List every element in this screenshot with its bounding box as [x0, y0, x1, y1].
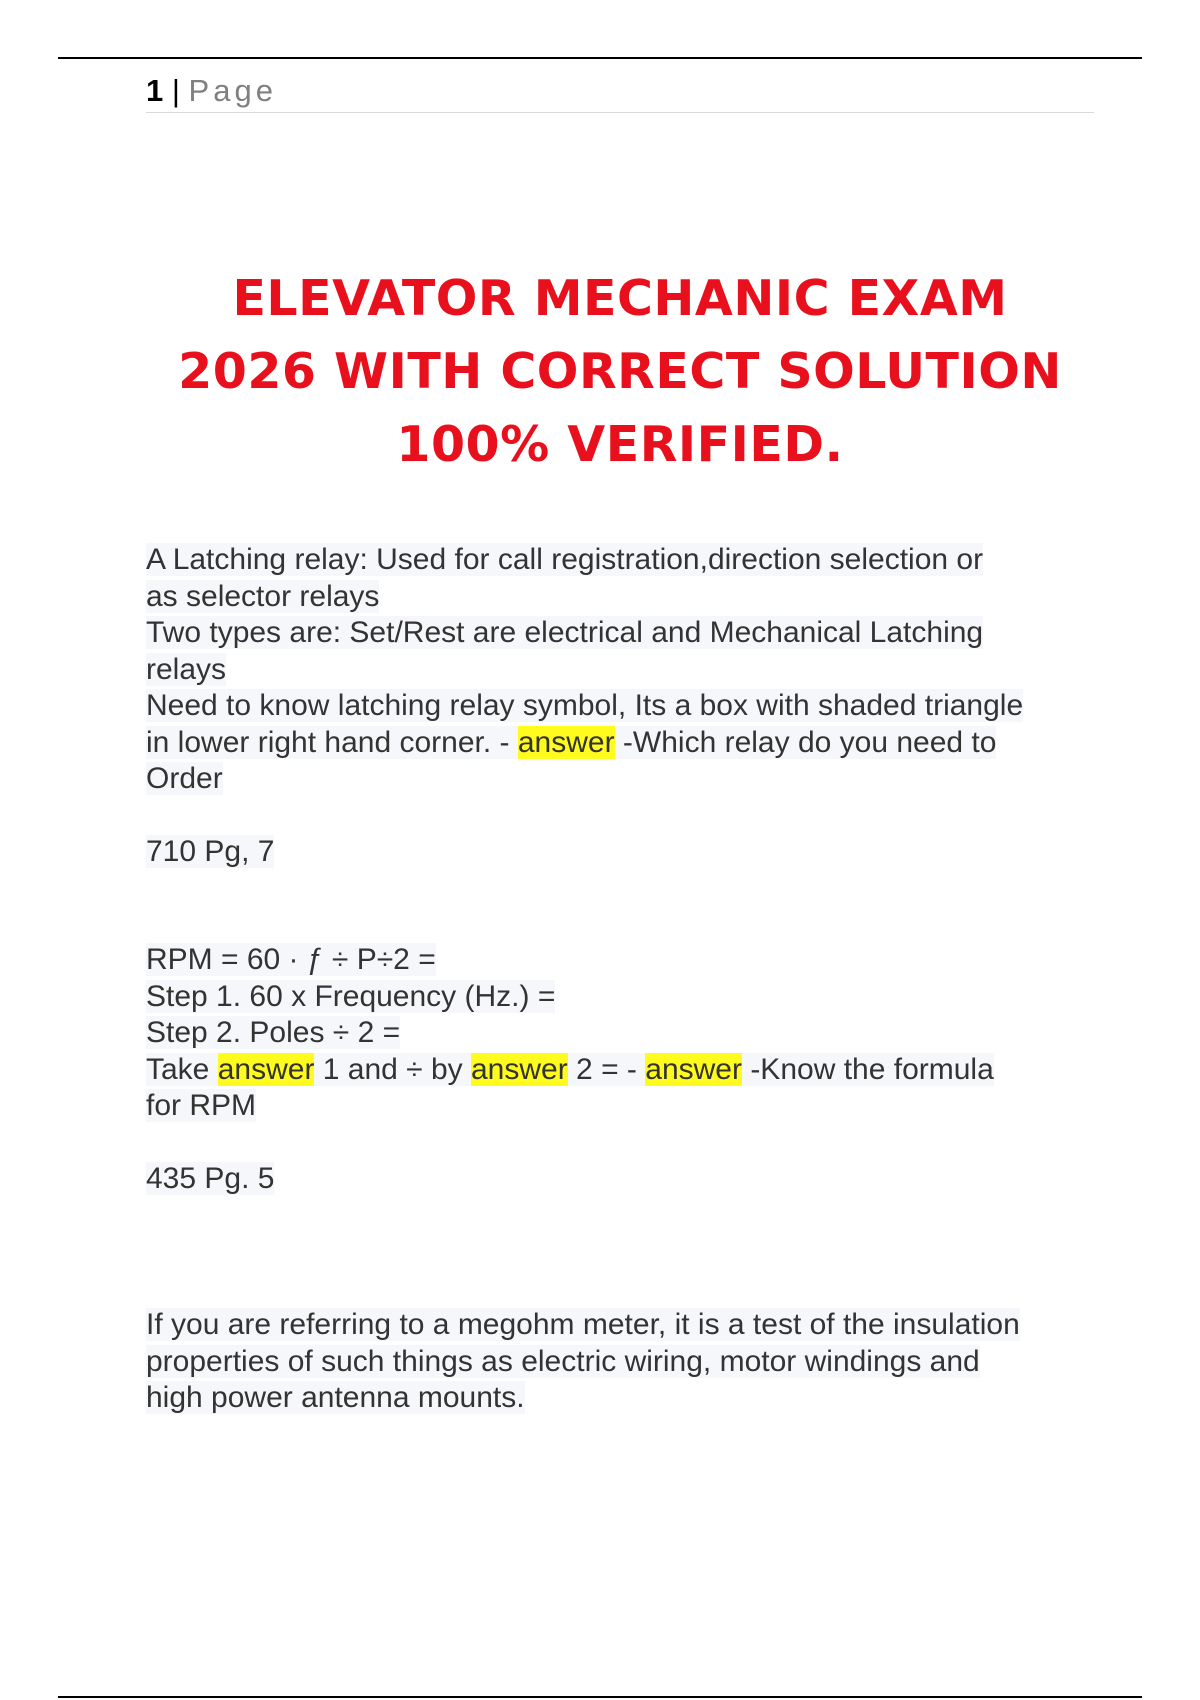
question-2-formula: RPM = 60 · ƒ ÷ P÷2 = [146, 943, 436, 976]
question-1-text: Two types are: Set/Rest are electrical and Mechanical Latching [146, 616, 984, 649]
question-3-text: high power antenna mounts. [146, 1381, 525, 1414]
question-1-text: A Latching relay: Used for call registration,direction selection or [146, 543, 984, 576]
question-1-prompt: -Which relay do you need to [614, 725, 997, 759]
question-2-reference: 435 Pg. 5 [146, 1161, 275, 1195]
question-2-text: 1 and ÷ by [314, 1052, 471, 1086]
title-line-2: 2026 WITH CORRECT SOLUTION [178, 343, 1062, 400]
answer-highlight: answer [645, 1052, 742, 1086]
bottom-rule [58, 1696, 1142, 1698]
question-1-text: relays [146, 652, 227, 686]
answer-highlight: answer [471, 1052, 568, 1086]
question-2-text: Take [146, 1052, 218, 1086]
title-line-3: 100% VERIFIED. [396, 416, 844, 473]
question-2-step-2: Step 2. Poles ÷ 2 = [146, 1016, 401, 1049]
answer-highlight: answer [517, 725, 615, 759]
question-1-text: Need to know latching relay symbol, Its a box with shaded triangle [146, 689, 1024, 722]
page-separator: | [163, 73, 189, 108]
title-line-1: ELEVATOR MECHANIC EXAM [232, 270, 1008, 327]
question-3-text: If you are referring to a megohm meter, it is a test of the insulation [146, 1308, 1020, 1341]
question-1-text: as selector relays [146, 579, 380, 613]
page-header [146, 70, 1094, 113]
document-body [146, 542, 1106, 1417]
page-label: Page [188, 73, 277, 108]
top-rule [58, 57, 1142, 59]
question-2-text: 2 = - [567, 1052, 646, 1086]
answer-highlight: answer [217, 1052, 315, 1086]
question-2-step-1: Step 1. 60 x Frequency (Hz.) = [146, 979, 556, 1013]
question-1-text: in lower right hand corner. - [146, 725, 518, 759]
question-3-text: properties of such things as electric wiring, motor windings and [146, 1344, 980, 1378]
document-title [100, 262, 1140, 481]
question-2-prompt: for RPM [146, 1089, 257, 1122]
question-2-prompt: -Know the formula [741, 1052, 994, 1086]
page-number: 1 [146, 73, 164, 108]
question-1-prompt: Order [146, 762, 223, 795]
question-1-reference: 710 Pg, 7 [146, 834, 275, 868]
